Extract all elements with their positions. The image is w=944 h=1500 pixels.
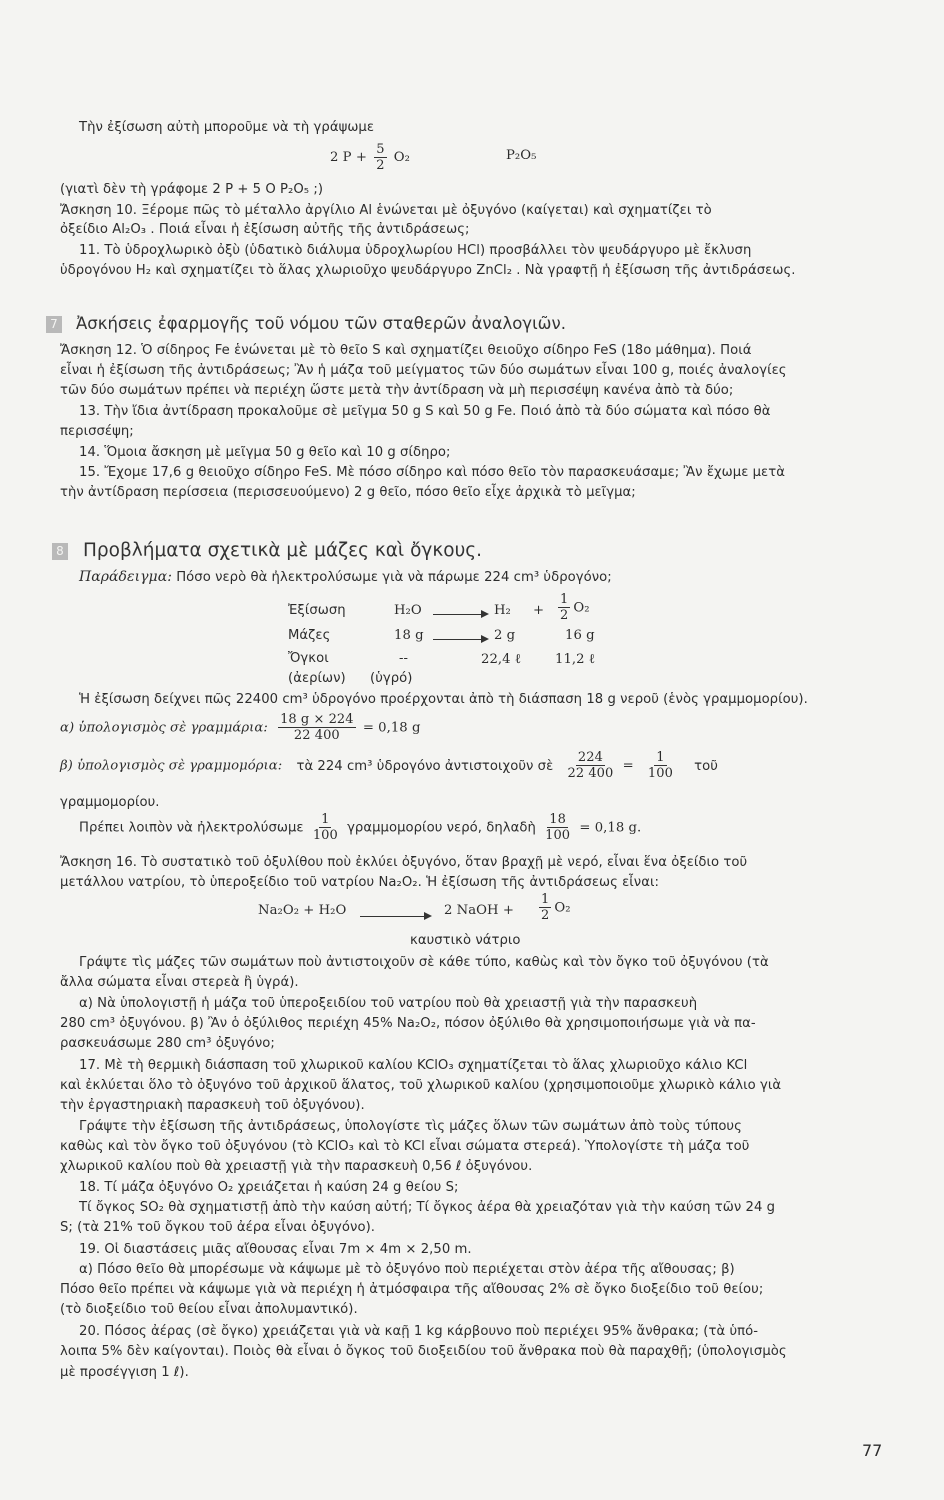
ex16-eq-arrow bbox=[360, 906, 432, 925]
section-7-marker: 7 bbox=[46, 316, 62, 333]
example-a-fraction: $\frac{18 g \times 224}{22 400}$ bbox=[280, 712, 354, 743]
ex10-line1: Ἄσκηση 10. Ξέρομε πῶς τὸ μέταλλο ἀργίλιο Al ἑνώνεται μὲ ὀξυγόνο (καίγεται) καὶ σχηματίζει τὸ bbox=[60, 203, 712, 218]
table-row1-c2: H₂ bbox=[494, 603, 511, 618]
table-row2-arrow bbox=[433, 629, 489, 648]
ex10-line2: ὀξείδιο Al₂O₃ . Ποιά εἶναι ἡ ἐξίσωση αὐτῆς τῆς ἀντιδράσεως; bbox=[60, 222, 470, 237]
eq-right: P₂O₅ bbox=[506, 148, 537, 163]
ex16-line2: μετάλλου νατρίου, τὸ ὑπεροξείδιο τοῦ νατρίου Na₂O₂. Ἡ ἐξίσωση τῆς ἀντιδράσεως εἶναι: bbox=[60, 875, 659, 890]
example-question bbox=[79, 569, 612, 585]
ex15-line2: τὴν ἀντίδραση περίσσεια (περισσευούμενο) 2 g θεῖο, πόσο θεῖο εἶχε ἀρχικὰ τὸ μεῖγμα; bbox=[60, 485, 636, 500]
table-row3-c3: 11,2 ℓ bbox=[555, 652, 596, 667]
ex12-line3: τῶν δύο σωμάτων πρέπει νὰ περιέχη ὥστε μετὰ τὴν ἀντίδραση νὰ μὴ περισσέψη κανένα ἀπὸ τὰ δύο; bbox=[60, 383, 734, 398]
example-a-label: α) ὑπολογισμὸς σὲ γραμμάρια: bbox=[60, 720, 268, 736]
ex18-line2: Τί ὄγκος SO₂ θὰ σχηματιστῇ ἀπὸ τὴν καύση αὐτή; Τί ὄγκος ἀέρα θὰ χρειαζόταν γιὰ τὴν καύση τῶν 24 g bbox=[79, 1200, 776, 1215]
example-a-row bbox=[60, 712, 420, 743]
ex17-line4: Γράψτε τὴν ἐξίσωση τῆς ἀντιδράσεως, ὑπολογίστε τὶς μάζες ὅλων τῶν σωμάτων ἀπὸ τοὺς τύπους bbox=[79, 1119, 742, 1134]
ex17-line6: χλωρικοῦ καλίου ποὺ θὰ χρειαστῇ γιὰ τὴν παρασκευὴ 0,56 ℓ ὀξυγόνου. bbox=[60, 1159, 533, 1174]
example-shows: Ἡ ἐξίσωση δείχνει πῶς 22400 cm³ ὑδρογόνο προέρχονται ἀπὸ τὴ διάσπαση 18 g νεροῦ (ἑνὸς γραμμομορίου). bbox=[79, 692, 808, 707]
intro-why: (γιατὶ δὲν τὴ γράφομε 2 P + 5 O P₂O₅ ;) bbox=[60, 182, 324, 197]
ex20-line1: 20. Πόσος ἀέρας (σὲ ὄγκο) χρειάζεται γιὰ νὰ καῇ 1 kg κάρβουνο ποὺ περιέχει 95% ἄνθρακα; (τὰ ὑπό- bbox=[79, 1324, 759, 1339]
ex12-line1: Ἄσκηση 12. Ὁ σίδηρος Fe ἑνώνεται μὲ τὸ θεῖο S καὶ σχηματίζει θειοῦχο σίδηρο FeS (18ο μάθημα). Ποιά bbox=[60, 343, 752, 358]
intro-line: Τὴν ἐξίσωση αὐτὴ μποροῦμε νὰ τὴ γράψωμε bbox=[79, 120, 375, 135]
example-b-tail: τοῦ bbox=[694, 758, 718, 774]
ex16-eq-fraction: $\frac{1}{2}$ O₂ bbox=[541, 892, 571, 923]
ex19-line2: α) Πόσο θεῖο θὰ μπορέσωμε νὰ κάψωμε μὲ τὸ ὀξυγόνο ποὺ περιέχεται στὸν ἀέρα τῆς αἴθουσας; β) bbox=[79, 1262, 735, 1277]
table-row3-label: Ὄγκοι bbox=[288, 651, 329, 666]
example-b-row: β) ὑπολογισμὸς σὲ γραμμομόρια: τὰ 224 cm³ ὑδρογόνο ἀντιστοιχοῦν σὲ $\frac{224}{22 400}$ = $\frac{1}{100}$ τοῦ bbox=[60, 750, 718, 781]
example-b-line2: γραμμομορίου. bbox=[60, 795, 160, 810]
ex16-line5: α) Νὰ ὑπολογιστῇ ἡ μάζα τοῦ ὑπεροξειδίου τοῦ νατρίου ποὺ θὰ χρειαστῇ γιὰ τὴν παρασκευὴ bbox=[79, 996, 698, 1011]
eq-fraction: $\frac{5}{2}$ bbox=[376, 142, 385, 173]
ex18-line1: 18. Τί μάζα ὀξυγόνο O₂ χρειάζεται ἡ καύση 24 g θείου S; bbox=[79, 1180, 459, 1195]
ex12-line2: εἶναι ἡ ἐξίσωση τῆς ἀντιδράσεως; Ἂν ἡ μάζα τοῦ μείγματος τῶν δύο σωμάτων εἶναι 100 g, ποιές ἀναλογίες bbox=[60, 363, 787, 378]
section-8-title: Προβλήματα σχετικὰ μὲ μάζες καὶ ὄγκους. bbox=[83, 540, 483, 561]
table-row1-plus: + bbox=[533, 603, 545, 618]
ex17-line1: 17. Μὲ τὴ θερμικὴ διάσπαση τοῦ χλωρικοῦ καλίου KClO₃ σχηματίζεται τὸ ἅλας χλωριοῦχο κάλιο KCl bbox=[79, 1058, 748, 1073]
ex16-line4: ἄλλα σώματα εἶναι στερεὰ ἢ ὑγρά). bbox=[60, 975, 299, 990]
ex16-line1: Ἄσκηση 16. Τὸ συστατικὸ τοῦ ὀξυλίθου ποὺ ἐκλύει ὀξυγόνο, ὅταν βραχῇ μὲ νερό, εἶναι ἕνα ὀξείδιο τοῦ bbox=[60, 855, 748, 870]
ex11-line2: ὑδρογόνου H₂ καὶ σχηματίζει τὸ ἅλας χλωριοῦχο ψευδάργυρο ZnCl₂ . Νὰ γραφτῇ ἡ ἐξίσωση τῆς ἀντιδράσεως. bbox=[60, 263, 796, 278]
ex16-line6: 280 cm³ ὀξυγόνου. β) Ἂν ὁ ὀξύλιθος περιέχη 45% Na₂O₂, πόσον ὀξύλιθο θὰ χρησιμοποιήσωμε γιὰ νὰ πα- bbox=[60, 1016, 756, 1031]
example-text: Πόσο νερὸ θὰ ἠλεκτρολύσωμε γιὰ νὰ πάρωμε 224 cm³ ὑδρογόνο; bbox=[176, 570, 612, 585]
example-a-result: = 0,18 g bbox=[362, 720, 421, 736]
ex19-line3: Πόσο θεῖο πρέπει νὰ κάψωμε γιὰ νὰ περιέχη ἡ ἀτμόσφαιρα τῆς αἴθουσας 2% σὲ ὄγκο διοξείδιο τοῦ θείου; bbox=[60, 1282, 764, 1297]
example-b-label: β) ὑπολογισμὸς σὲ γραμμομόρια: bbox=[60, 758, 283, 774]
ex16-eq-left: Na₂O₂ + H₂O bbox=[258, 903, 347, 918]
table-row4-c0: (ἀερίων) bbox=[288, 671, 346, 686]
page-number: 77 bbox=[862, 1441, 883, 1460]
eq-left: 2 P + bbox=[330, 150, 367, 165]
table-row1-label: Ἐξίσωση bbox=[288, 603, 346, 618]
example-b-fraction2: $\frac{1}{100}$ bbox=[647, 750, 673, 781]
intro-equation bbox=[330, 142, 410, 173]
ex14-line1: 14. Ὅμοια ἄσκηση μὲ μεῖγμα 50 g θεῖο καὶ 10 g σίδηρο; bbox=[79, 445, 451, 460]
example-must-row: Πρέπει λοιπὸν νὰ ἠλεκτρολύσωμε $\frac{1}{100}$ γραμμομορίου νερό, δηλαδὴ $\frac{18}{100}$ = 0,18 g. bbox=[79, 812, 642, 843]
ex13-line2: περισσέψη; bbox=[60, 424, 134, 439]
ex19-line4: (τὸ διοξείδιο τοῦ θείου εἶναι ἀπολυμαντικό). bbox=[60, 1302, 358, 1317]
ex16-caption: καυστικὸ νάτριο bbox=[410, 933, 521, 948]
table-row2-label: Μάζες bbox=[288, 628, 331, 643]
ex11-line1: 11. Τὸ ὑδροχλωρικὸ ὀξὺ (ὑδατικὸ διάλυμα ὑδροχλωρίου HCl) προσβάλλει τὸν ψευδάργυρο μὲ ἔκλυση bbox=[79, 243, 752, 258]
example-b-fraction1: $\frac{224}{22 400}$ bbox=[567, 750, 614, 781]
ex16-line3: Γράψτε τὶς μάζες τῶν σωμάτων ποὺ ἀντιστοιχοῦν σὲ κάθε τύπο, καθὼς καὶ τὸν ὄγκο τοῦ ὀξυγόνου (τὰ bbox=[79, 955, 769, 970]
section-8-marker: 8 bbox=[52, 543, 68, 560]
table-row2-c2: 2 g bbox=[494, 628, 516, 643]
ex18-line3: S; (τὰ 21% τοῦ ὄγκου τοῦ ἀέρα εἶναι ὀξυγόνο). bbox=[60, 1220, 376, 1235]
ex13-line1: 13. Τὴν ἴδια ἀντίδραση προκαλοῦμε σὲ μεῖγμα 50 g S καὶ 50 g Fe. Ποιό ἀπὸ τὰ δύο σώματα καὶ πόσο θὰ bbox=[79, 404, 771, 419]
table-row2-c3: 16 g bbox=[565, 628, 595, 643]
ex17-line3: τὴν ἐργαστηριακὴ παρασκευὴ τοῦ ὀξυγόνου). bbox=[60, 1098, 365, 1113]
table-row1-c1: H₂O bbox=[394, 603, 422, 618]
table-row3-c1: -- bbox=[399, 651, 409, 666]
ex20-line2: λοιπα 5% δὲν καίγονται). Ποιὸς θὰ εἶναι ὁ ὄγκος τοῦ διοξειδίου τοῦ ἄνθρακα ποὺ θὰ παραχθῇ; (ὑπολογισμὸς bbox=[60, 1344, 787, 1359]
table-row1-arrow bbox=[433, 604, 489, 623]
ex15-line1: 15. Ἔχομε 17,6 g θειοῦχο σίδηρο FeS. Μὲ πόσο σίδηρο καὶ πόσο θεῖο τὸν παρασκευάσαμε; Ἂν ἔχωμε μετὰ bbox=[79, 465, 785, 480]
table-row2-c1: 18 g bbox=[394, 628, 424, 643]
example-b-text: τὰ 224 cm³ ὑδρογόνο ἀντιστοιχοῦν σὲ bbox=[296, 758, 554, 774]
table-row1-c3: $\frac{1}{2}$ O₂ bbox=[560, 592, 590, 623]
table-row4-c1: (ὑγρό) bbox=[370, 671, 413, 686]
ex17-line2: καὶ ἐκλύεται ὅλο τὸ ὀξυγόνο τοῦ ἀρχικοῦ ἅλατος, τοῦ χλωρικοῦ καλίου (χρησιμοποιοῦμε χλωρικὸ κάλιο γιὰ bbox=[60, 1078, 782, 1093]
must-fraction1: $\frac{1}{100}$ bbox=[312, 812, 338, 843]
must-fraction2: $\frac{18}{100}$ bbox=[545, 812, 571, 843]
ex16-line7: ρασκευάσωμε 280 cm³ ὀξυγόνο; bbox=[60, 1036, 275, 1051]
ex20-line3: μὲ προσέγγιση 1 ℓ). bbox=[60, 1365, 189, 1380]
section-7-title: Ἀσκήσεις ἐφαρμογῆς τοῦ νόμου τῶν σταθερῶν ἀναλογιῶν. bbox=[76, 314, 566, 333]
ex16-eq-right: 2 NaOH + bbox=[444, 903, 514, 918]
eq-o2: O₂ bbox=[393, 150, 410, 165]
ex17-line5: καθὼς καὶ τὸν ὄγκο τοῦ ὀξυγόνου (τὸ KClO₃ καὶ τὸ KCl εἶναι σώματα στερεά). Ὑπολογίστε τὴ μάζα τοῦ bbox=[60, 1139, 750, 1154]
table-row3-c2: 22,4 ℓ bbox=[481, 652, 522, 667]
ex19-line1: 19. Οἱ διαστάσεις μιᾶς αἴθουσας εἶναι 7m × 4m × 2,50 m. bbox=[79, 1242, 472, 1257]
example-label: Παράδειγμα: bbox=[79, 569, 172, 585]
